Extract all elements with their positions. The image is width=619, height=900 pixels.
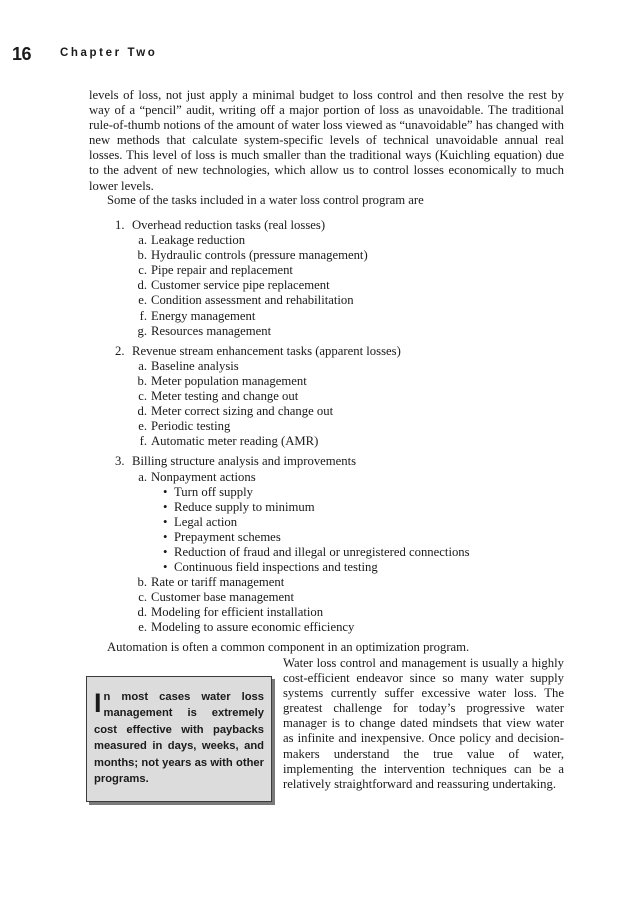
list-item xyxy=(132,470,564,576)
list-item xyxy=(132,324,564,339)
bullet-text: Reduction of fraud and illegal or unregistered connections xyxy=(174,544,470,559)
task-number: 1. xyxy=(115,218,125,232)
item-text: Condition assessment and rehabilitation xyxy=(151,293,354,308)
side-paragraph: Water loss control and management is usually a highly cost-efficient endeavor since so many water supply systems currently suffer excessive water loss. The greatest challenge for today’s progressive water manager is to change dated mindsets that view water as infinite and inexpensive. Once policy and decision-makers understand the true value of water, implementing the intervention techniques can be a relatively straightforward and reassuring undertaking. xyxy=(283,656,564,791)
bullet-item xyxy=(163,545,576,560)
callout-drop-cap: I xyxy=(94,688,102,718)
item-letter: a. xyxy=(138,233,147,248)
task-title: Billing structure analysis and improvements xyxy=(132,454,357,469)
bullet-list xyxy=(151,485,564,576)
bullet-text: Continuous field inspections and testing xyxy=(174,560,378,575)
item-text: Customer service pipe replacement xyxy=(151,278,330,293)
list-item xyxy=(132,233,564,248)
bullet-item xyxy=(163,485,576,500)
list-item xyxy=(132,359,564,374)
item-text: Meter population management xyxy=(151,373,307,388)
bullet-icon: • xyxy=(163,544,168,559)
bullet-text: Turn off supply xyxy=(174,484,253,499)
bullet-text: Prepayment schemes xyxy=(174,529,281,544)
bullet-text: Reduce supply to minimum xyxy=(174,499,315,514)
item-text: Energy management xyxy=(151,308,256,323)
item-text: Periodic testing xyxy=(151,419,231,434)
item-letter: c. xyxy=(138,590,147,605)
chapter-title: Chapter Two xyxy=(60,47,158,59)
item-letter: b. xyxy=(137,575,147,590)
item-letter: b. xyxy=(137,373,147,388)
item-text: Nonpayment actions xyxy=(151,469,256,484)
callout-text xyxy=(94,689,264,787)
automation-paragraph: Automation is often a common component in an optimization program. xyxy=(107,640,470,654)
item-letter: d. xyxy=(137,404,147,419)
list-item xyxy=(132,620,564,635)
item-text: Resources management xyxy=(151,323,272,338)
bullet-icon: • xyxy=(163,499,168,514)
page-header xyxy=(12,44,158,65)
bullet-icon: • xyxy=(163,484,168,499)
task-item-billing xyxy=(89,454,564,635)
list-item xyxy=(132,419,564,434)
callout-box xyxy=(86,676,272,802)
item-text: Meter correct sizing and change out xyxy=(151,404,334,419)
item-letter: e. xyxy=(138,620,147,635)
task-item-overhead xyxy=(89,218,564,339)
list-item xyxy=(132,293,564,308)
sub-list xyxy=(132,233,564,339)
item-text: Leakage reduction xyxy=(151,233,246,248)
task-title: Revenue stream enhancement tasks (apparent losses) xyxy=(132,343,401,358)
item-letter: a. xyxy=(138,469,147,484)
list-item xyxy=(132,374,564,389)
list-item xyxy=(132,434,564,449)
item-text: Rate or tariff management xyxy=(151,575,285,590)
item-letter: c. xyxy=(138,263,147,278)
bullet-item xyxy=(163,560,576,575)
bullet-item xyxy=(163,530,576,545)
item-text: Automatic meter reading (AMR) xyxy=(151,434,319,449)
item-letter: d. xyxy=(137,605,147,620)
item-text: Meter testing and change out xyxy=(151,389,299,404)
item-text: Customer base management xyxy=(151,590,295,605)
task-number: 2. xyxy=(115,343,125,358)
bullet-icon: • xyxy=(163,514,168,529)
task-title: Overhead reduction tasks (real losses) xyxy=(132,218,326,232)
list-item xyxy=(132,278,564,293)
item-text: Modeling for efficient installation xyxy=(151,605,324,620)
sub-list xyxy=(132,470,564,636)
tasks-intro: Some of the tasks included in a water loss control program are xyxy=(107,193,424,207)
bullet-icon: • xyxy=(163,529,168,544)
list-item xyxy=(132,309,564,324)
bullet-icon: • xyxy=(163,560,168,575)
body-paragraph: levels of loss, not just apply a minimal budget to loss control and then resolve the rest by way of a “pencil” audit, writing off a major portion of loss as unavoidable. The traditional rule-of-thumb notions of the amount of water loss viewed as “unavoidable” has changed with new methods that calculate system-specific levels of technical unavoidable annual real losses. This level of loss is much smaller than the traditional ways (Kuichling equation) due to the advent of new technologies, which allow us to control losses economically to much lower levels. xyxy=(89,88,564,193)
item-letter: g. xyxy=(137,323,147,338)
task-list xyxy=(89,218,564,641)
bullet-item xyxy=(163,515,576,530)
item-letter: c. xyxy=(138,389,147,404)
bullet-text: Legal action xyxy=(174,514,238,529)
callout-body: n most cases water loss management is extremely cost effective with paybacks measured in days, weeks, and months; not years as with other programs. xyxy=(94,691,264,786)
page-number: 16 xyxy=(12,44,32,64)
list-item xyxy=(132,575,564,590)
list-item xyxy=(132,605,564,620)
item-text: Hydraulic controls (pressure management) xyxy=(151,248,368,263)
item-letter: d. xyxy=(137,278,147,293)
sub-list xyxy=(132,359,564,450)
task-item-revenue xyxy=(89,344,564,450)
item-text: Modeling to assure economic efficiency xyxy=(151,620,355,635)
bullet-item xyxy=(163,500,576,515)
item-text: Pipe repair and replacement xyxy=(151,263,293,278)
list-item xyxy=(132,248,564,263)
item-letter: e. xyxy=(138,293,147,308)
list-item xyxy=(132,404,564,419)
item-text: Baseline analysis xyxy=(151,358,239,373)
list-item xyxy=(132,263,564,278)
item-letter: b. xyxy=(137,248,147,263)
item-letter: a. xyxy=(138,358,147,373)
task-number: 3. xyxy=(115,454,125,469)
item-letter: f. xyxy=(139,434,147,449)
item-letter: f. xyxy=(139,308,147,323)
list-item xyxy=(132,389,564,404)
list-item xyxy=(132,590,564,605)
item-letter: e. xyxy=(138,419,147,434)
